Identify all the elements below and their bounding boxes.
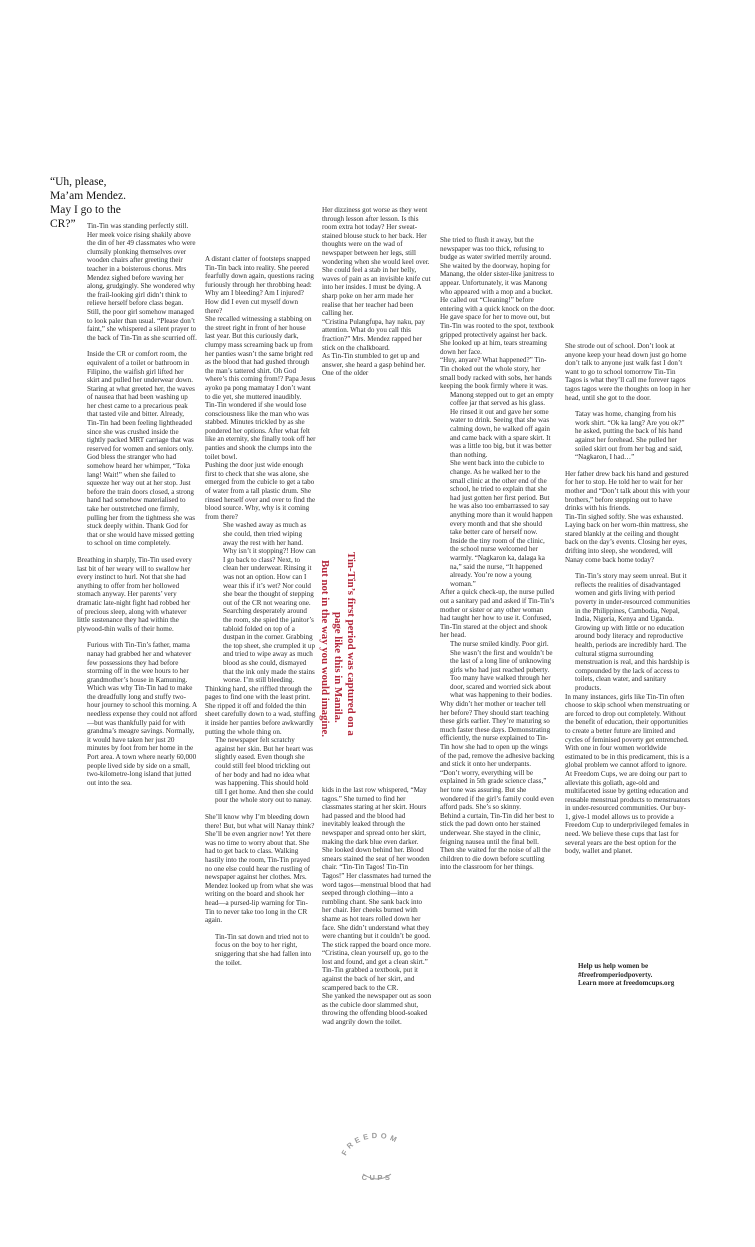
story-paragraph: “Don’t worry, everything will be explained in 5th grade science class,” her tone was assuring. But she wondered if the girl’s family could even afford pads. She’s so skinny.: [440, 768, 554, 812]
story-paragraph: Tin-Tin was standing perfectly still. Her meek voice rising shakily above the din of her 49 classmates who were clumsily plonking themselves over wooden chairs after greeting their teacher in a boisterous chorus. Mrs Mendez sighed before waving her along, grudgingly. She wondered why the frail-looking girl didn’t think to relieve herself before class began. Still, the poor girl somehow managed to look paler than usual. “Please don’t faint,” she whispered a silent prayer to the back of Tin-Tin as she scurried off.: [87, 222, 197, 342]
story-paragraph: “Huy, anyare? What happened?” Tin-Tin choked out the whole story, her small body racked with sobs, her hands keeping the book firmly where it was.: [440, 356, 552, 391]
story-paragraph: As Tin-Tin stumbled to get up and answer, she heard a gasp behind her. One of the older: [322, 352, 426, 378]
story-paragraph: She looked down behind her. Blood smears stained the seat of her wooden chair. “Tin-Tin Tagos! Tin-Tin Tagos!” Her classmates had turned the word tagos—menstrual blood that had seeped through clothing—into a rumbling chant. She sank back into her chair. Her cheeks burned with shame as hot tears rolled down her face. She didn’t understand what they were chanting but it couldn’t be good. The stick rapped the board once more. “Cristina, clean yourself up, go to the lost and found, and get a clean skirt.” Tin-Tin grabbed a textbook, put it against the back of her skirt, and scampered back to the CR.: [322, 846, 432, 992]
story-paragraph: Tin-Tin wondered if she would lose consciousness like the man who was stabbed. Minutes trickled by as she pondered her options. After what felt like an eternity, she finally took off her panties and shook the clumps into the toilet bowl.: [205, 401, 316, 461]
story-paragraph: Breathing in sharply, Tin-Tin used every last bit of her weary will to swallow her every instinct to hurl. Not that she had anything to offer from her hollowed stomach anyway. Her parents’ very dramatic late-night fight had robbed her of precious sleep, along with whatever little sustenance they had within the plywood-thin walls of their home.: [77, 555, 192, 633]
story-column-4: [440, 236, 555, 872]
story-paragraph: kids in the last row whispered, “May tagos.” She turned to find her classmates staring at her skirt. Hours had passed and the blood had inevitably leaked through the newspaper and spread onto her skirt, making the dark blue even darker.: [322, 786, 427, 846]
story-paragraph: Inside the CR or comfort room, the equivalent of a toilet or bathroom in Filipino, the waifish girl lifted her skirt and pulled her underwear down. Staring at what greeted her, the waves of nausea that had been washing up her chest came to a precarious peak that tasted vile and bitter. Already, Tin-Tin had been feeling lightheaded since she was crushed inside the tightly packed MRT carriage that was reserved for women and seniors only. God bless the stranger who had somehow heard her whimper, “Toka lang! Wait!” when she failed to squeeze her way out at her stop. Just before the train doors closed, a strong hand had somehow materialised to take her outstretched one firmly, pulling her from the tightness she was stuck deeply within. Thank God for that or she would have missed getting to school on time completely.: [87, 350, 195, 548]
story-paragraph: Tin-Tin sighed softly. She was exhausted. Laying back on her worn-thin mattress, she stared blankly at the ceiling and thought back on the day’s events. Closing her eyes, drifting into sleep, she wondered, will Nanay come back home today?: [565, 512, 689, 564]
story-column-3-bottom: [322, 786, 432, 1027]
story-paragraph: Thinking hard, she riffled through the pages to find one with the least print. She ripped it off and folded the thin sheet carefully down to a wad, stuffing it inside her panties before awkwardly putting the whole thing on.: [205, 684, 316, 736]
cta-line: Help us help women be: [578, 962, 649, 970]
freedom-cups-logo: [335, 1132, 419, 1192]
story-paragraph: She’ll know why I’m bleeding down there! But, but what will Nanay think? She’ll be even angrier now! Yet there was no time to worry about that. She had to get back to class. Walking hastily into the room, Tin-Tin prayed no one else could hear the rustling of newspaper against her clothes. Mrs. Mendez looked up from what she was writing on the board and shook her head—a pursed-lip warning for Tin-Tin to never take too long in the CR again.: [205, 813, 315, 925]
story-paragraph: She waited by the doorway, hoping for Manang, the older sister-like janitress to appear. Unfortunately, it was Manong who appeared with a mop and a bucket. He called out “Cleaning!” before entering with a quick knock on the door. He gave space for her to move out, but Tin-Tin was rooted to the spot, textbook gripped protectively against her back. She looked up at him, tears streaming down her face.: [440, 261, 555, 356]
story-paragraph: She recalled witnessing a stabbing on the street right in front of her house last year. But this curiously dark, clumpy mass screaming back up from her panties wasn’t the same bright red as the blood that had gushed through the man’s tattered shirt. Oh God where’s this coming from!? Papa Jesus ayoko pa pong mamatay I don’t want to die yet, she muttered inaudibly.: [205, 315, 316, 401]
story-paragraph: At Freedom Cups, we are doing our part to alleviate this goliath, age-old and multifaceted issue by getting education and reusable menstrual products to menstruators in under-resourced communities. Our buy-1, give-1 model allows us to provide a Freedom Cup to underprivileged females in need. We believe these cups that last for several years are the best option for the body, wallet and planet.: [565, 769, 691, 856]
story-paragraph: Behind a curtain, Tin-Tin did her best to stick the pad down onto her stained underwear. She stayed in the clinic, feigning nausea until the final bell. Then she waited for the noise of all the children to die down before scuttling into the classroom for her things.: [440, 811, 555, 872]
pull-quote-line: But not in the way you would imagine.: [319, 560, 331, 737]
story-paragraph: The nurse smiled kindly. Poor girl. She wasn’t the first and wouldn’t be the last of a long line of unknowing girls who had just reached puberty. Too many have walked through her door, scared and worried sick about what was happening to their bodies.: [450, 639, 553, 700]
logo-top-text: FREEDOM: [339, 1132, 402, 1157]
story-paragraph: The newspaper felt scratchy against her skin. But her heart was slightly eased. Even though she could still feel blood trickling out of her body and had no idea what was happening. This should hold till I get home. And then she could pour the whole story out to nanay.: [215, 736, 314, 805]
story-paragraph: Tatay was home, changing from his work shirt. “Ok ka lang? Are you ok?” he asked, putting the back of his hand against her forehead. She pulled her soiled skirt out from her bag and said, “Nagkaron, I had…”: [575, 410, 685, 462]
story-paragraph: Her father drew back his hand and gestured for her to stop. He told her to wait for her mother and “Don’t talk about this with your brothers,” before stepping out to have drinks with his friends.: [565, 469, 690, 513]
story-paragraph: After a quick check-up, the nurse pulled out a sanitary pad and asked if Tin-Tin’s mother or sister or any other woman had taught her how to use it. Confused, Tin-Tin stared at the object and shook her head.: [440, 588, 555, 640]
headline-line: CR?”: [50, 218, 76, 230]
story-paragraph: Her dizziness got worse as they went through lesson after lesson. Is this room extra hot today? Her sweat-stained blouse stuck to her back. Her thoughts were on the wad of newspaper between her legs, still wondering when she would keel over. She could feel a stab in her belly, waves of pain as an invisible knife cut into her insides. I must be dying. A sharp poke on her arm made her realise that her teacher had been calling her.: [322, 206, 431, 318]
story-paragraph: Furious with Tin-Tin’s father, mama nanay had grabbed her and whatever few possessions they had before storming off in the wee hours to her grandmother’s house in Kamuning. Which was why Tin-Tin had to make the dreadfully long and stuffy two-hour journey to school this morning. A needless expense they could not afford—but was thankfully paid for with grandma’s meagre savings. Normally, it would have taken her just 20 minutes by foot from her home in the Port area. A town where nearly 60,000 people lived side by side on a small, two-kilometre-long island that jutted out into the sea.: [87, 641, 197, 787]
story-paragraph: A distant clatter of footsteps snapped Tin-Tin back into reality. She peered fearfully down again, questions racing furiously through her throbbing head: Why am I bleeding? Am I injured? How did I even cut myself down there?: [205, 255, 314, 315]
headline-line: May I go to the: [50, 204, 121, 216]
story-column-3-top: [322, 206, 432, 378]
story-paragraph: In many instances, girls like Tin-Tin often choose to skip school when menstruating or are forced to drop out completely. Without the benefit of education, their opportunities to create a better future are limited and cycles of feminised poverty get entrenched.: [565, 692, 690, 744]
story-paragraph: Inside the tiny room of the clinic, the school nurse welcomed her warmly. “Nagkaron ka, dalaga ka na,” said the nurse, “It happened already. You’re now a young woman.”: [450, 536, 545, 588]
story-paragraph: With one in four women worldwide estimated to be in this predicament, this is a global problem we cannot afford to ignore.: [565, 744, 690, 770]
pull-quote-line: Tin-Tin’s first period was captured on a: [345, 552, 357, 736]
story-column-2: [205, 255, 316, 967]
logo-bottom-text: CUPS: [361, 1173, 393, 1182]
story-paragraph: She washed away as much as she could, then tried wiping away the rest with her hand. Why isn’t it stopping?! How can I go back to class? Next, to clean her underwear. Rinsing it was not an option. How can I wear this if it’s wet? Nor could she bear the thought of stepping out of the CR not wearing one. Searching desperately around the room, she spied the janitor’s tabloid folded on top of a dustpan in the corner. Grabbing the top sheet, she crumpled it up and tried to wipe away as much blood as she could, dismayed that the ink only made the stains worse. I’m still bleeding.: [223, 521, 316, 685]
story-paragraph: She tried to flush it away, but the newspaper was too thick, refusing to budge as water swirled merrily around.: [440, 236, 552, 262]
story-paragraph: Pushing the door just wide enough first to check that she was alone, she emerged from the cubicle to get a tabo of water from a tall plastic drum. She rinsed herself over and over to find the blood source. Why, why is it coming from there?: [205, 461, 316, 521]
story-paragraph: “Cristina Pulangfupa, hay naku, pay attention. What do you call this fraction?” Mrs. Mendez rapped her stick on the chalkboard.: [322, 317, 425, 352]
story-paragraph: She strode out of school. Don’t look at anyone keep your head down just go home don’t talk to anyone just walk fast I don’t want to go to school tomorrow Tin-Tin Tagos is what they’ll call me forever tagos tagos tagos were the thoughts on loop in her head, until she got to the door.: [565, 342, 691, 402]
story-paragraph: Tin-Tin’s story may seem unreal. But it reflects the realities of disadvantaged women and girls living with period poverty in under-resourced communities in the Philippines, Cambodia, Nepal, India, Nigeria, Kenya and Uganda. Growing up with little or no education around body literacy and reproductive health, periods are incredibly hard. The cultural stigma surrounding menstruation is real, and this hardship is compounded by the lack of access to toilets, clean water, and sanitary products.: [575, 572, 691, 692]
cta-hashtag: #freefromperiodpoverty.: [578, 970, 653, 979]
cta-link[interactable]: Learn more at freedomcups.org: [578, 979, 675, 988]
story-paragraph: Tin-Tin sat down and tried not to focus on the boy to her right, sniggering that she had fallen into the toilet.: [215, 932, 312, 967]
story-paragraph: Manong stepped out to get an empty coffee jar that served as his glass. He rinsed it out and gave her some water to drink. Seeing that she was calming down, he walked off again and came back with a spare skirt. It was a little too big, but it was better than nothing.: [450, 390, 554, 459]
headline-line: “Uh, please,: [50, 176, 107, 188]
vertical-pull-quote: [318, 552, 357, 737]
story-paragraph: She yanked the newspaper out as soon as the cubicle door slammed shut, throwing the offending blood-soaked wad angrily down the toilet.: [322, 992, 432, 1027]
story-paragraph: Why didn’t her mother or teacher tell her before? They should start teaching these girls earlier. They’re maturing so much faster these days. Demonstrating efficiently, the nurse explained to Tin-Tin how she had to open up the wings of the pad, remove the adhesive backing and stick it onto her underpants.: [440, 700, 555, 769]
story-paragraph: She went back into the cubicle to change. As he walked her to the small clinic at the other end of the school, he tried to explain that she had just gotten her first period. But he was also too embarrassed to say anything more than it would happen every month and that she should take better care of herself now.: [450, 459, 553, 537]
pull-quote-line: page like this in Manila.: [332, 612, 344, 723]
call-to-action: [578, 962, 698, 988]
headline-line: Ma’am Mendez.: [50, 190, 126, 202]
story-column-5: [565, 342, 691, 856]
story-column-1: [77, 222, 197, 787]
